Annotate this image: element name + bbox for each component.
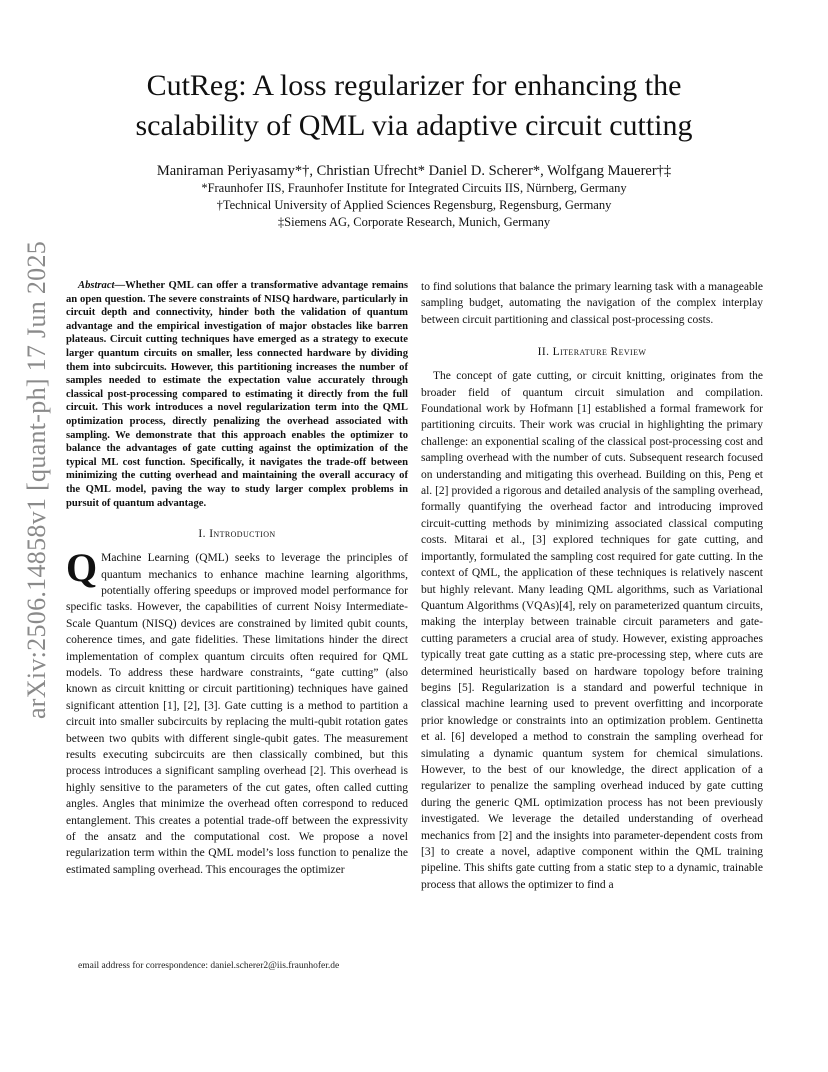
section-1-title: Introduction	[209, 528, 276, 541]
affiliations	[60, 180, 768, 231]
title-line-2: scalability of QML via adaptive circuit cutting	[135, 109, 693, 142]
introduction-text: Machine Learning (QML) seeks to leverage the principles of quantum mechanics to enhance machine learning algorithms, potentially offering speedups or improved model performance for specific tasks. However, the capabilities of current Noisy Intermediate-Scale Quantum (NISQ) devices are constrained by limited qubit counts, coherence times, and gate fidelities. These limitations hinder the direct implementation of complex quantum circuits often required for QML models. To address these hardware constraints, “gate cutting” (also known as circuit knitting or circuit partitioning) techniques have gained significant attention [1], [2], [3]. Gate cutting is a method to partition a circuit into smaller subcircuits by replacing the multi-qubit rotation gates between two qubits with different single-qubit gates. The measurement results executing subcircuits are then classically combined, but this process introduces a significant sampling overhead [2]. This overhead is highly sensitive to the parameters of the cut gates, often called cutting angles. Angles that minimize the overhead often correspond to reduced entanglement. This creates a potential trade-off between the expressivity of the ansatz and the computational cost. We propose a novel regularization term within the QML model’s loss function to penalize the estimated sampling overhead. This encourages the optimizer	[66, 552, 408, 876]
left-column	[66, 279, 408, 878]
introduction-paragraph	[66, 545, 408, 878]
section-heading-introduction	[66, 526, 408, 542]
title-line-1: CutReg: A loss regularizer for enhancing the	[146, 69, 682, 102]
abstract-dash: —	[114, 280, 126, 291]
literature-review-paragraph: The concept of gate cutting, or circuit knitting, originates from the broader field of quantum circuit simulation and compilation. Foundational work by Hofmann [1] established a formal framework for partitioning circuits. Their work was crucial in highlighting the primary challenge: an exponential scaling of the classical post-processing cost and sampling overhead with the number of cuts. Subsequent research focused on understanding and mitigating this overhead. Building on this, Peng et al. [2] provided a rigorous and detailed analysis of the sampling overhead, formally quantifying the overhead factor and introducing improved circuit-cutting methods by minimizing associated classical computing costs. Mitarai et al., [3] explored techniques for gate cutting, and importantly, formulated the sampling cost required for gate cutting. In the context of QML, the application of these techniques is relatively nascent but highly relevant. Many leading QML algorithms, such as Variational Quantum Algorithms (VQAs)[4], rely on parameterized quantum circuits, making the interplay between trainable circuit parameters and gate-cutting parameters a crucial area of study. However, existing approaches typically treat gate cutting as a static pre-processing step, where cuts are determined heuristically based on hardware topology before training begins [5]. Regularization is a standard and powerful technique in classical machine learning used to prevent overfitting and incorporate prior knowledge or constraints into an optimization problem. Gentinetta et al. [6] developed a method to constrain the sampling overhead for simulating a dynamic quantum system for chemical simulations. However, to the best of our knowledge, the direct application of a regularizer to penalize the sampling overhead induced by gate cutting during the generic QML optimization process has not been previously investigated. We leverage the detailed understanding of overhead mechanics from [2] and the insights into parameter-dependent costs from [3] to create a novel, adaptive component within the QML training pipeline. This shifts gate cutting from a static step to a dynamic, trainable process that allows the optimizer to find a	[421, 370, 763, 891]
right-column	[421, 279, 763, 893]
author-list: Maniraman Periyasamy*†, Christian Ufrecht* Daniel D. Scherer*, Wolfgang Mauerer†‡	[156, 163, 672, 179]
arxiv-side-identifier	[22, 240, 52, 720]
section-heading-literature-review	[421, 344, 763, 360]
affiliation-2: †Technical University of Applied Sciences Regensburg, Regensburg, Germany	[216, 198, 612, 212]
affiliation-3: ‡Siemens AG, Corporate Research, Munich, Germany	[277, 215, 551, 229]
paper-title	[60, 66, 768, 146]
correspondence-footnote: email address for correspondence: daniel.scherer2@iis.fraunhofer.de	[78, 961, 340, 971]
section-2-number: II.	[537, 346, 550, 359]
introduction-continuation: to find solutions that balance the primary learning task with a manageable sampling budget, automating the navigation of the complex interplay between circuit partitioning and classical post-processing costs.	[421, 281, 763, 326]
drop-cap: Q	[66, 545, 98, 591]
section-1-number: I.	[198, 528, 206, 541]
abstract-text: Whether QML can offer a transformative advantage remains an open question. The severe constraints of NISQ hardware, particularly in circuit depth and connectivity, hinder both the validation of quantum advantage and the empirical investigation of major obstacles like barren plateaus. Circuit cutting techniques have emerged as a strategy to execute larger quantum circuits on smaller, less connected hardware by dividing them into subcircuits. However, this partitioning increases the number of samples needed to estimate the expectation value accurately through classical post-processing compared to estimating it directly from the full circuit. This work introduces a novel regularization term into the QML optimization process, directly penalizing the overhead associated with sampling. We demonstrate that this approach enables the optimizer to balance the advantages of gate cutting against the optimization of the typical ML cost function. Specifically, it navigates the trade-off between minimizing the cutting overhead and maintaining the overall accuracy of the QML model, paving the way to study larger complex problems in pursuit of quantum advantage.	[66, 280, 408, 509]
affiliation-1: *Fraunhofer IIS, Fraunhofer Institute for Integrated Circuits IIS, Nürnberg, Germany	[201, 181, 627, 195]
section-2-title: Literature Review	[552, 346, 647, 359]
abstract	[66, 279, 408, 510]
abstract-label: Abstract	[78, 280, 115, 291]
arxiv-id-text: arXiv:2506.14858v1 [quant-ph] 17 Jun 2025	[22, 240, 52, 720]
